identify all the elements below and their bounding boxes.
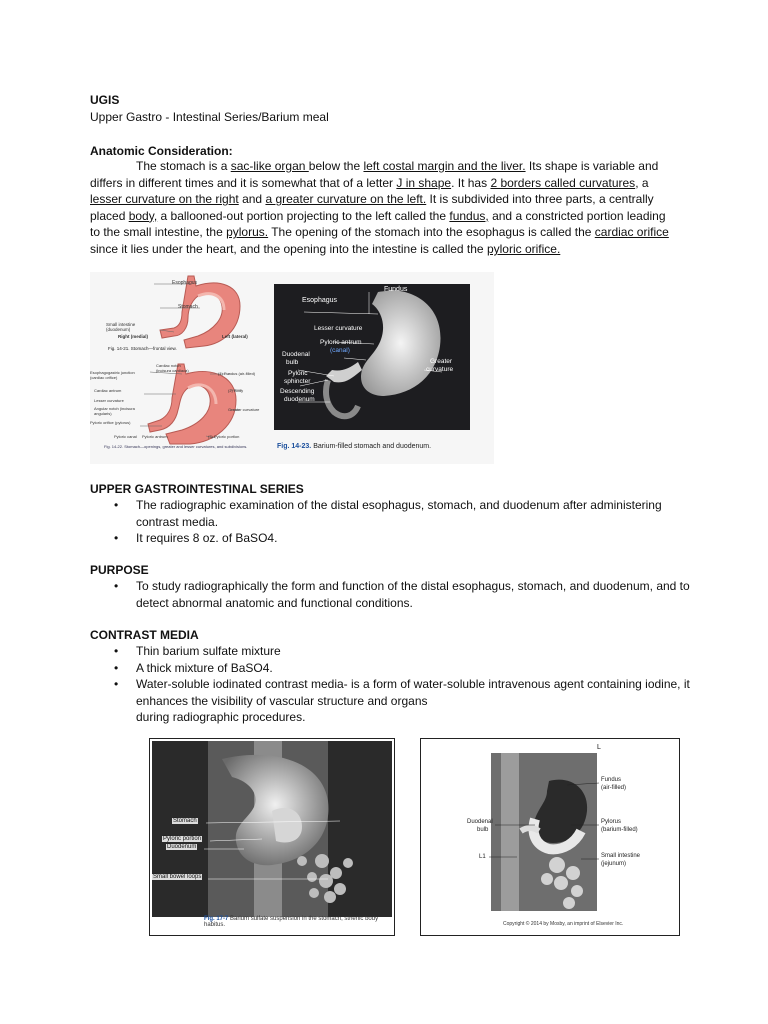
label-greater-curvature: Greater curvature <box>228 407 260 412</box>
xray-label-sphincter: sphincter <box>284 378 311 385</box>
fig-14-21-caption: Fig. 14-21. Stomach—frontal view. <box>108 346 177 351</box>
paragraph-text: It is subdivided into three parts, a centrally placed <box>90 192 654 223</box>
label-pyloric-orifice: Pyloric orifice (pylorus) <box>90 420 131 425</box>
underlined-term: pyloric orifice. <box>486 241 561 256</box>
purpose-list <box>90 578 690 611</box>
labeled-xray-image <box>491 753 597 911</box>
paragraph-text: below the <box>308 159 364 173</box>
underlined-term: a greater curvature on the left. <box>265 192 427 207</box>
contrast-media-heading: CONTRAST MEDIA <box>90 628 199 642</box>
xray3-label-jejunum: (jejunum) <box>601 861 627 867</box>
barium-xray-image <box>274 284 470 430</box>
label-small-intestine: Small intestine (duodenum) <box>106 322 136 332</box>
anatomic-paragraph <box>90 158 678 258</box>
underlined-term: lesser curvature on the right <box>90 192 239 207</box>
barium-labeled-xray-figure <box>420 738 680 936</box>
paragraph-text: The stomach is a <box>136 159 231 173</box>
xray-label-pyloric-antrum: Pyloric antrum <box>320 339 362 346</box>
xray3-label-barium-filled: (barium-filled) <box>601 827 638 833</box>
xray2-label-duodenum: Duodenum <box>167 844 197 850</box>
contrast-media-list <box>90 643 690 709</box>
label-lesser-curvature: Lesser curvature <box>94 398 124 403</box>
list-item: • To study radiographically the form and function of the distal esophagus, stomach, and duodenum, and to detect abnormal anatomic and functional conditions. <box>90 578 690 611</box>
xray3-marker-l: L <box>597 744 601 751</box>
contrast-media-continuation: during radiographic procedures. <box>136 710 306 724</box>
paragraph-text: a ballooned-out portion projecting to the left called the <box>157 208 450 223</box>
document-title: UGIS <box>90 93 120 107</box>
xray-label-lesser-curvature: Lesser curvature <box>314 325 363 332</box>
label-pyloric-canal: Pyloric canal <box>114 434 137 439</box>
underlined-term: 2 borders called curvatures <box>490 175 636 190</box>
underlined-term: J in shape <box>396 175 452 190</box>
label-esophagus: Esophagus <box>172 280 198 286</box>
fig-14-23-caption <box>277 443 431 450</box>
xray-label-esophagus: Esophagus <box>302 297 338 304</box>
stomach-anatomy-figure <box>90 272 494 464</box>
underlined-term: left costal margin and the liver. <box>363 159 526 173</box>
underlined-term: cardiac orifice <box>594 225 669 240</box>
label-cardiac-antrum: Cardiac antrum <box>94 388 122 393</box>
paragraph-text: , a <box>635 175 649 190</box>
list-item: • A thick mixture of BaSO4. <box>90 660 690 677</box>
xray3-label-bulb: bulb <box>477 827 489 833</box>
xray-label-fundus: Fundus <box>384 286 408 293</box>
stomach-frontal-diagram <box>90 272 270 367</box>
xray3-label-small-intestine: Small intestine <box>601 853 641 859</box>
fig-14-23-text: Barium-filled stomach and duodenum. <box>313 443 432 450</box>
fig-17-7-text: Barium sulfate suspension in the stomach, sthenic body habitus. <box>204 916 379 928</box>
xray2-label-pyloric-portion: Pyloric portion <box>163 836 202 842</box>
document-subtitle: Upper Gastro - Intestinal Series/Barium meal <box>90 110 329 124</box>
labeled-xray-silhouette <box>491 753 597 911</box>
fig-17-7-caption <box>204 916 390 928</box>
xray-label-greater: Greater <box>430 358 453 365</box>
list-item: • Water-soluble iodinated contrast media- is a form of water-soluble intravenous agent containing iodine, it enhances the visibility of vascular structure and organs <box>90 676 690 709</box>
copyright-notice: Copyright © 2014 by Mosby, an imprint of Elsevier Inc. <box>503 921 624 927</box>
xray-label-duodenal: Duodenal <box>282 351 310 358</box>
xray-label-pyloric: Pyloric <box>288 370 308 377</box>
xray-label-curvature: curvature <box>426 366 454 373</box>
xray-label-duodenum: duodenum <box>284 396 315 403</box>
xray2-label-small-bowel-loops: Small bowel loops <box>153 874 202 880</box>
label-esophagogastric-junction: Esophagogastric junction (cardiac orifice) <box>90 370 135 380</box>
underlined-term: fundus, <box>449 208 489 223</box>
ugis-series-heading: UPPER GASTROINTESTINAL SERIES <box>90 482 304 496</box>
anatomic-heading: Anatomic Consideration: <box>90 144 233 158</box>
paragraph-text: since it lies under the heart, and the opening into the intestine is called the <box>90 241 487 256</box>
xray2-label-stomach: Stomach <box>173 818 197 824</box>
barium-sulfate-xray-figure <box>149 738 395 936</box>
fig-14-22-caption: Fig. 14-22. Stomach—openings, greater and lesser curvatures, and subdivisions. <box>104 444 248 449</box>
xray3-label-l1: L1 <box>479 854 486 860</box>
underlined-term: pylorus. <box>226 225 269 240</box>
paragraph-text: and <box>238 192 266 207</box>
label-left: Left (lateral) <box>222 334 248 339</box>
fig-14-23-number: Fig. 14-23. <box>277 443 312 450</box>
list-item: • The radiographic examination of the distal esophagus, stomach, and duodenum after administering contrast media. <box>90 497 690 530</box>
label-stomach: Stomach <box>178 304 198 310</box>
purpose-heading: PURPOSE <box>90 563 149 577</box>
paragraph-text: The opening of the stomach into the esophagus is called the <box>268 225 595 240</box>
xray-label-bulb: bulb <box>286 359 299 366</box>
paragraph-text: and a constricted portion leading to the small intestine, the <box>90 208 666 240</box>
xray3-label-duodenal: Duodenal <box>467 819 493 825</box>
label-body: (2) Body <box>228 388 244 393</box>
paragraph-text: Its shape is variable and differs in different times and it is somewhat that of a letter <box>90 159 659 190</box>
paragraph-text: . It has <box>451 175 491 190</box>
underlined-term: body, <box>128 208 158 223</box>
ugis-series-list <box>90 497 690 547</box>
abdomen-xray-silhouette <box>152 741 392 917</box>
label-right: Right (medial) <box>118 334 148 339</box>
label-cardiac-notch: Cardiac notch (incisura cardiaca) <box>156 363 189 373</box>
barium-sulfate-xray-image <box>152 741 392 917</box>
label-pyloric-portion: (3) Pyloric portion <box>208 434 240 439</box>
xray3-label-air-filled: (air-filled) <box>601 785 627 791</box>
list-item: • Thin barium sulfate mixture <box>90 643 690 660</box>
xray3-label-fundus: Fundus <box>601 777 622 783</box>
xray-label-descending: Descending <box>280 388 315 395</box>
xray3-label-pylorus: Pylorus <box>601 819 622 825</box>
label-pyloric-antrum: Pyloric antrum <box>142 434 168 439</box>
xray-label-canal: (canal) <box>330 347 350 354</box>
fig-17-7-number: Fig. 17-7 <box>204 916 229 922</box>
underlined-term: sac-like organ <box>230 159 309 173</box>
list-item: • It requires 8 oz. of BaSO4. <box>90 530 690 547</box>
label-fundus-air-filled: (1) Fundus (air-filled) <box>218 371 256 376</box>
label-angular-notch: Angular notch (incisura angularis) <box>94 406 135 416</box>
